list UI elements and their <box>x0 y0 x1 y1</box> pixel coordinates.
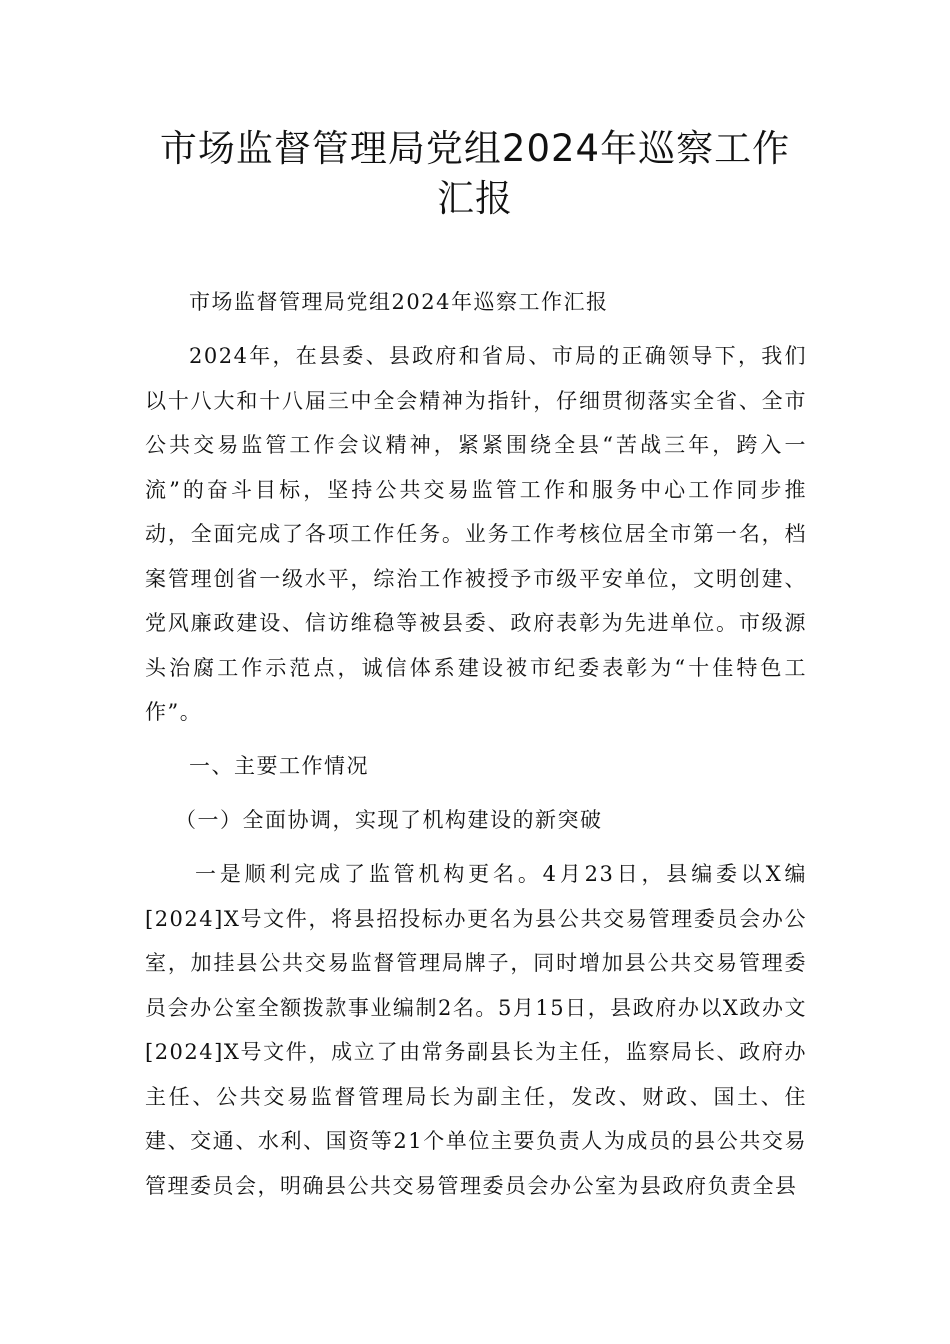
document-title <box>140 124 810 224</box>
document-body <box>145 280 807 1218</box>
intro-paragraph: 2024年，在县委、县政府和省局、市局的正确领导下，我们以十八大和十八届三中全会精神为指针，仔细贯彻落实全省、全市公共交易监管工作会议精神，紧紧围绕全县“苦战三年，跨入一流”的奋斗目标，坚持公共交易监管工作和服务中心工作同步推动，全面完成了各项工作任务。业务工作考核位居全市第一名，档案管理创省一级水平，综治工作被授予市级平安单位，文明创建、党风廉政建设、信访维稳等被县委、政府表彰为先进单位。市级源头治腐工作示范点，诚信体系建设被市纪委表彰为“十佳特色工作”。 <box>145 344 807 724</box>
body-paragraph: 一是顺利完成了监管机构更名。4月23日，县编委以X编[2024]X号文件，将县招投标办更名为县公共交易管理委员会办公室，加挂县公共交易监督管理局牌子，同时增加县公共交易管理委员会办公室全额拨款事业编制2名。5月15日，县政府办以X政办文[2024]X号文件，成立了由常务副县长为主任，监察局长、政府办主任、公共交易监督管理局长为副主任，发改、财政、国土、住建、交通、水利、国资等21个单位主要负责人为成员的县公共交易管理委员会，明确县公共交易管理委员会办公室为县政府负责全县 <box>145 862 807 1198</box>
title-line-1: 市场监督管理局党组2024年巡察工作 <box>159 127 791 170</box>
title-line-2: 汇报 <box>437 177 513 220</box>
subtitle-paragraph: 市场监督管理局党组2024年巡察工作汇报 <box>189 290 609 314</box>
subsection-heading: （一）全面协调，实现了机构建设的新突破 <box>175 808 603 832</box>
section-heading: 一、主要工作情况 <box>189 754 369 778</box>
